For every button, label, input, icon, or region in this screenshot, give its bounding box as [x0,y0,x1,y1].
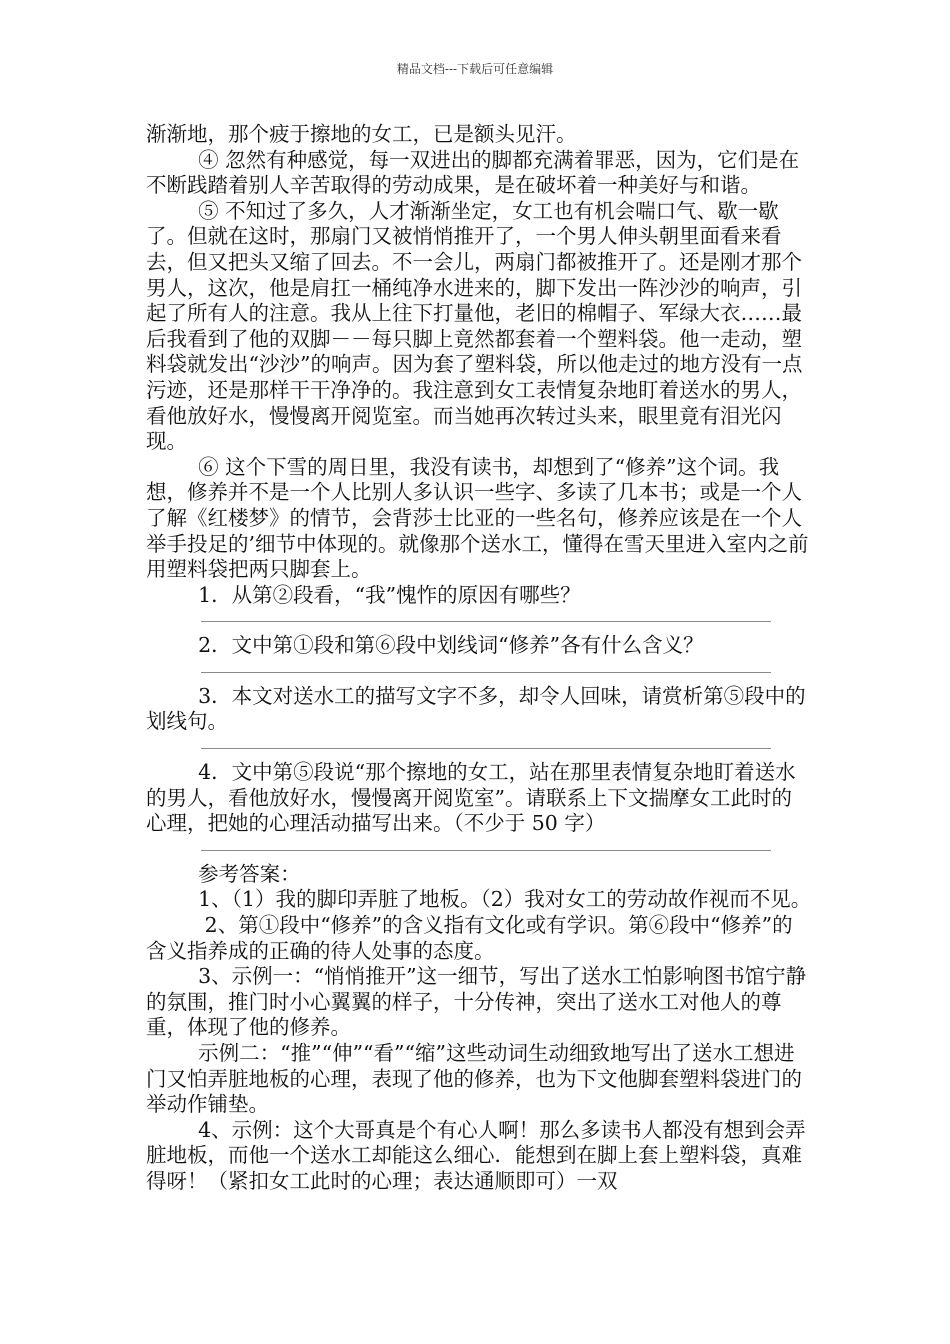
answer-2: 2、第①段中“修养”的含义指有文化或有学识。第⑥段中“修养”的含义指养成的正确的待人处事的态度。 [146,913,793,963]
answer-blank-line [201,738,771,749]
answer-4: 4、示例：这个大哥真是个有心人啊！那么多读书人都没有想到会弄脏地板，而他一个送水工却能这么细心．能想到在脚上套上塑料袋，真难得呀！（紧扣女工此时的心理；表达通顺即可）一双 [146,1117,806,1193]
paragraph-4: ④ 忽然有种感觉，每一双进出的脚都充满着罪恶，因为，它们是在不断践踏着别人辛苦取得的劳动成果，是在破坏着一种美好与和谐。 [146,147,800,198]
document-body [146,122,812,1195]
question-1: 1．从第②段看，“我”愧怍的原因有哪些？ [146,582,581,607]
answer-blank-line [201,611,771,622]
answer-3-example-1: 3、示例一：“悄悄推开”这一细节，写出了送水工怕影响图书馆宁静的氛围，推门时小心翼翼的样子，十分传神，突出了送水工对他人的尊重，体现了他的修养。 [146,964,807,1040]
paragraph-5: ⑤ 不知过了多久，人才渐渐坐定，女工也有机会喘口气、歇一歇了。但就在这时，那扇门又被悄悄推开了，一个男人伸头朝里面看来看去，但又把头又缩了回去。不一会儿，两扇门都被推开了。还是刚才那个男人，这次，他是肩扛一桶纯净水进来的，脚下发出一阵沙沙的响声，引起了所有人的注意。我从上往下打量他，老旧的棉帽子、军绿大衣……最后我看到了他的双脚－－每只脚上竟然都套着一个塑料袋。他一走动，塑料袋就发出“沙沙”的响声。因为套了塑料袋，所以他走过的地方没有一点污迹，还是那样干干净净的。我注意到女工表情复杂地盯着送水的男人，看他放好水，慢慢离开阅览室。而当她再次转过头来，眼里竟有泪光闪现。 [146,198,803,454]
answer-blank-line [201,840,771,851]
paragraph-continuation: 渐渐地，那个疲于擦地的女工，已是额头见汗。 [146,122,577,146]
question-3: 3．本文对送水工的描写文字不多，却令人回味，请赏析第⑤段中的划线句。 [146,683,806,734]
question-4: 4．文中第⑤段说“那个擦地的女工，站在那里表情复杂地盯着送水的男人，看他放好水，慢慢离开阅览室”。请联系上下文揣摩女工此时的心理，把她的心理活动描写出来。（不少于 50 字） [146,760,796,836]
answer-1: 1、（1）我的脚印弄脏了地板。（2）我对女工的劳动故作视而不见。 [146,887,812,912]
paragraph-6: ⑥ 这个下雪的周日里，我没有读书，却想到了“修养”这个词。我想，修养并不是一个人比别人多认识一些字、多读了几本书；或是一个人了解《红楼梦》的情节，会背莎士比亚的一些名句，修养应该是在一个人举手投足的’细节中体现的。就像那个送水工，懂得在雪天里进入室内之前用塑料袋把两只脚套上。 [146,454,809,582]
answers-heading: 参考答案： [146,861,301,886]
answer-3-example-2: 示例二：“推”“伸”“看”“缩”这些动词生动细致地写出了送水工想进门又怕弄脏地板的心理，表现了他的修养，也为下文他脚套塑料袋进门的举动作铺垫。 [146,1041,802,1117]
answer-blank-line [201,662,771,673]
question-2: 2．文中第①段和第⑥段中划线词“修养”各有什么含义？ [146,633,704,658]
page-header: 精品文档---下载后可任意编辑 [396,62,554,76]
